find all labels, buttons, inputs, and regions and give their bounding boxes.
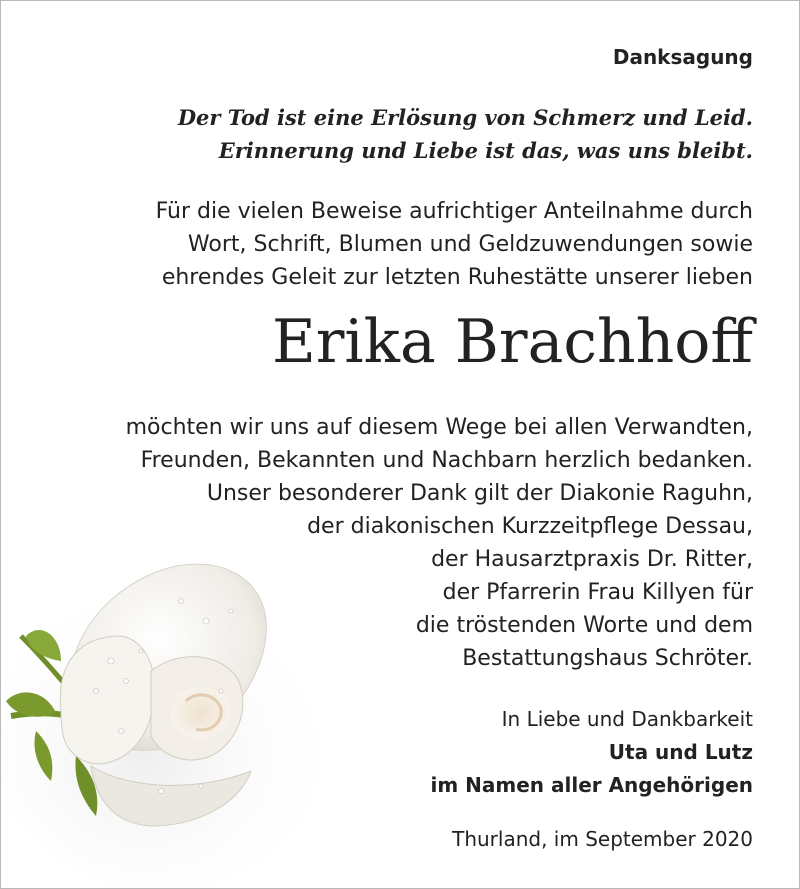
signers: Uta und Lutz <box>608 740 753 764</box>
thanks-line: die tröstenden Worte und dem <box>415 613 753 638</box>
intro-line: Für die vielen Beweise aufrichtiger Anteilnahme durch <box>155 199 753 224</box>
thanks-text <box>126 411 753 675</box>
thanks-line: Freunden, Bekannten und Nachbarn herzlich bedanken. <box>140 448 753 473</box>
place-date: Thurland, im September 2020 <box>452 827 753 851</box>
motto-line: Erinnerung und Liebe ist das, was uns bleibt. <box>218 138 753 163</box>
intro-text <box>156 195 753 294</box>
thanks-line: möchten wir uns auf diesem Wege bei allen Verwandten, <box>125 415 753 440</box>
motto <box>178 101 753 167</box>
thanks-line: der diakonischen Kurzzeitpflege Dessau, <box>307 514 753 539</box>
thanks-line: der Pfarrerin Frau Killyen für <box>442 580 753 605</box>
thanks-line: Bestattungshaus Schröter. <box>462 646 753 671</box>
closing <box>430 703 753 802</box>
motto-line: Der Tod ist eine Erlösung von Schmerz und Leid. <box>177 105 753 130</box>
deceased-name: Erika Brachhoff <box>271 307 753 377</box>
thanks-line: Unser besonderer Dank gilt der Diakonie Raguhn, <box>206 481 753 506</box>
closing-line: In Liebe und Dankbarkeit <box>501 707 753 731</box>
thanks-line: der Hausarztpraxis Dr. Ritter, <box>431 547 753 572</box>
on-behalf: im Namen aller Angehörigen <box>430 773 753 797</box>
notice-heading: Danksagung <box>612 45 753 69</box>
intro-line: Wort, Schrift, Blumen und Geldzuwendungen sowie <box>187 232 753 257</box>
intro-line: ehrendes Geleit zur letzten Ruhestätte unserer lieben <box>161 265 753 290</box>
